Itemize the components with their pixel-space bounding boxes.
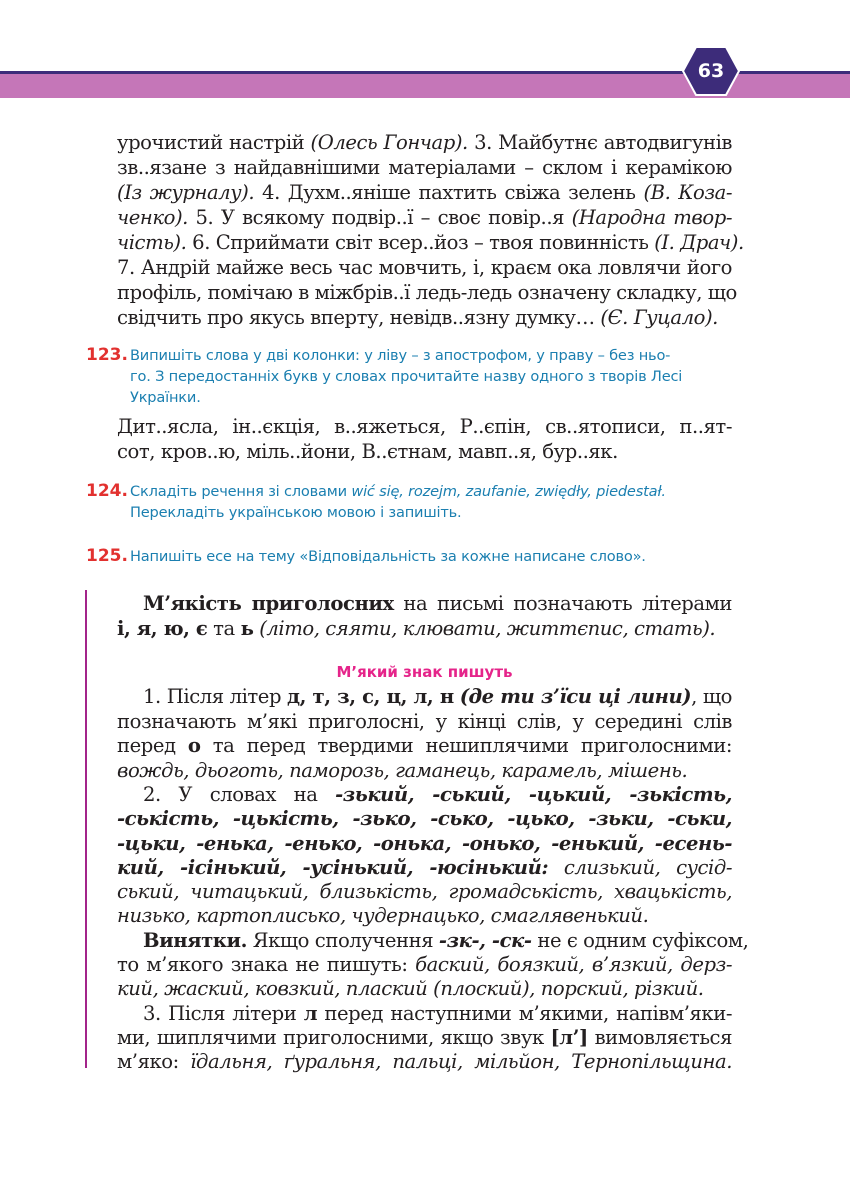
rule-text: вождь, дьоготь, паморозь, гаманець, карамель, мішень. xyxy=(117,759,688,782)
rule-text: 2. У словах на -зький, -ський, -цький, -зькість, xyxy=(143,783,732,806)
text-line: свідчить про якусь вперту, невідв..язну думку… (Є. Гуцало). xyxy=(117,306,718,329)
rule-intro: і, я, ю, є та ь (літо, сяяти, клювати, життєпис, стать). xyxy=(117,617,716,640)
rule-text: -цьки, -енька, -енько, -онька, -онько, -енький, -есень- xyxy=(117,832,732,855)
exercise-number: 124. xyxy=(86,481,128,501)
rule-text: ми, шиплячими приголосними, якщо звук [л’] вимовляється xyxy=(117,1026,732,1049)
rule-text: м’яко: їдальня, ґуральня, пальці, мільйон, Тернопільщина. xyxy=(117,1050,732,1073)
rule-text: Винятки. Якщо сполучення -зк-, -ск- не є одним суфіксом, xyxy=(143,929,749,952)
text-line: ченко). 5. У всякому подвір..ї – своє повір..я (Народна твор- xyxy=(117,206,732,229)
rule-text: перед о та перед твердими нешиплячими приголосними: xyxy=(117,734,733,757)
exercise-words: Дит..ясла, ін..єкція, в..яжеться, Р..єпін, св..ятописи, п..ят- xyxy=(117,415,732,438)
rule-text: кий, -ісінький, -усінький, -юсінький: слизький, сусід- xyxy=(117,856,732,879)
rule-text: кий, жаский, ковзкий, плаский (плоский), порский, різкий. xyxy=(117,977,704,1000)
rule-text: ський, читацький, близькість, громадськість, хвацькість, xyxy=(117,880,732,903)
rule-title: М’який знак пишуть xyxy=(336,663,513,681)
text-line: чість). 6. Сприймати світ всер..йоз – твоя повинність (І. Драч). xyxy=(117,231,744,254)
rule-text: 1. Після літер д, т, з, с, ц, л, н (де ти з’їси ці лини), що xyxy=(143,685,732,708)
exercise-number: 125. xyxy=(86,546,128,566)
text-line: (Із журналу). 4. Духм..яніше пахтить свіжа зелень (В. Коза- xyxy=(117,181,732,204)
text-line: 7. Андрій майже весь час мовчить, і, краєм ока ловлячи його xyxy=(117,256,732,279)
exercise-number: 123. xyxy=(86,345,128,365)
text-line: урочистий настрій (Олесь Гончар). 3. Майбутнє автодвигунів xyxy=(117,131,732,154)
rule-intro: М’якість приголосних на письмі позначають літерами xyxy=(143,592,732,615)
rule-text: низько, картоплисько, чудернацько, смаглявенький. xyxy=(117,904,649,927)
rule-text: 3. Після літери л перед наступними м’якими, напівм’яки- xyxy=(143,1002,732,1025)
text-line: профіль, помічаю в міжбрів..ї ледь-ледь означену складку, що xyxy=(117,281,737,304)
rule-text: -ськість, -цькість, -зько, -сько, -цько, -зьки, -ськи, xyxy=(117,807,732,830)
rule-text: позначають м’які приголосні, у кінці слів, у середині слів xyxy=(117,710,732,733)
rule-box-bar xyxy=(85,590,87,1068)
rule-text: то м’якого знака не пишуть: баский, боязкий, в’язкий, дерз- xyxy=(117,953,732,976)
exercise-words: сот, кров..ю, міль..йони, В..єтнам, мавп..я, бур..як. xyxy=(117,440,618,463)
exercise-task: Напишіть есе на тему «Відповідальність за кожне написане слово». xyxy=(130,548,646,565)
exercise-task: Складіть речення зі словами wić się, rozejm, zaufanie, zwiędły, piedestał. Перекладіть українською мовою і запишіть. xyxy=(130,483,666,521)
page-number: 63 xyxy=(697,60,725,82)
exercise-task: Випишіть слова у дві колонки: у ліву – з апострофом, у праву – без ньо- го. З передостанніх букв у словах прочитайте назву одного з творів Лесі Українки. xyxy=(130,347,683,406)
text-line: зв..язане з найдавнішими матеріалами – склом і керамікою xyxy=(117,156,732,179)
